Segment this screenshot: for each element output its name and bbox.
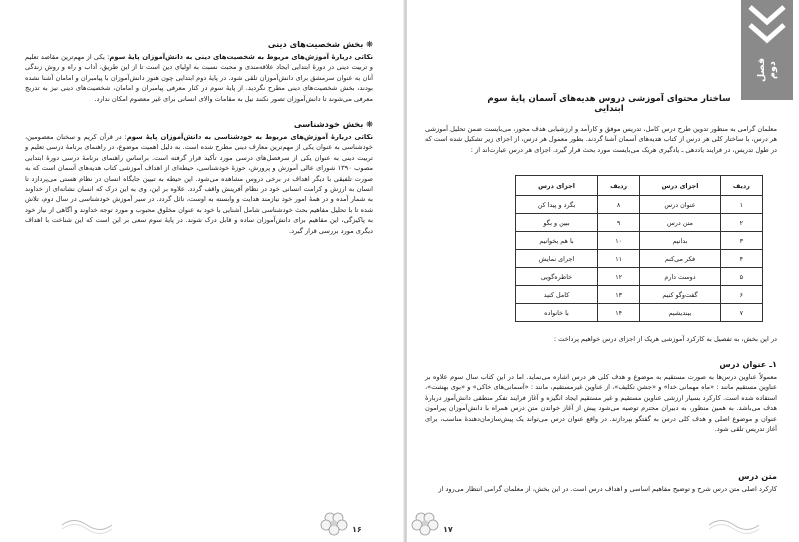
intro-paragraph: معلمان گرامی به منظور تدوین طرح درس کامل، تدریس موفق و کارآمد و ارزشیابی هدف محور، می‌بایست ضمن تحلیل آموزشی هر درس، با ساختار کلی هر درس از کتاب هدیه‌های آسمان آشنا گردند. بطور معمول هر درس، از اجزای زیر تشکیل شده است که در طول تدریس، در فرایند یاددهی ـ یادگیری هریک می‌بایست مورد بحث قرار گیرد. اجزای هر درس عبارت‌اند از : <box>425 125 777 154</box>
chapter-badge <box>741 0 793 100</box>
ornament-left-icon <box>60 514 114 536</box>
table-cell: کامل کنید <box>516 286 598 304</box>
left-page-content <box>25 38 373 236</box>
table-cell: با هم بخوانیم <box>516 232 598 250</box>
paragraph-religious-figures <box>25 52 373 104</box>
table-cell: ۷ <box>720 304 762 322</box>
page-number-right: ۱۷ <box>443 525 453 534</box>
paragraph-lesson-text: کارکرد اصلی متن درس شرح و توضیح مفاهیم اساسی و اهداف درس است. در این بخش، از معلمان گرامی انتظار می‌رود از <box>438 485 777 493</box>
chapter-badge-label: فصل دوم <box>756 57 778 83</box>
subtitle-religious-figures: نکاتی دربارهٔ آموزش‌های مربوط به شخصیت‌های دینی به دانش‌آموزان پایهٔ سوم <box>109 53 373 61</box>
table-cell: ۴ <box>720 250 762 268</box>
table-cell: ۱۲ <box>597 268 639 286</box>
table-row <box>516 286 763 304</box>
table-cell: ۲ <box>720 214 762 232</box>
table-header: ردیف <box>597 176 639 196</box>
right-page <box>407 0 799 542</box>
table-cell: ببین و بگو <box>516 214 598 232</box>
ornament-right-icon <box>707 514 761 536</box>
table-row <box>516 250 763 268</box>
table-cell: ۳ <box>720 232 762 250</box>
table-cell: اجرای نمایش <box>516 250 598 268</box>
table-cell: فکر می‌کنم <box>640 250 720 268</box>
table-row <box>516 214 763 232</box>
section-title-lesson-text: متن درس <box>738 471 777 481</box>
table-row <box>516 268 763 286</box>
table-header: ردیف <box>720 176 762 196</box>
table-cell: بیندیشیم <box>640 304 720 322</box>
table-cell: ۱ <box>720 196 762 214</box>
table-cell: متن درس <box>640 214 720 232</box>
table-row <box>516 304 763 322</box>
section-lesson-text <box>425 470 777 494</box>
table-row <box>516 232 763 250</box>
chapter-heading: ساختار محتوای آموزشی دروس هدیه‌های آسمان پایهٔ سوم ابتدایی <box>487 94 731 114</box>
table-cell: ۶ <box>720 286 762 304</box>
table-cell: ۵ <box>720 268 762 286</box>
flower-right-icon <box>409 510 441 538</box>
paragraph-self-knowledge <box>25 132 373 236</box>
flower-left-icon <box>318 510 350 538</box>
table-cell: خاطره‌گویی <box>516 268 598 286</box>
section-title-lesson-title: ۱ـ عنوان درس <box>719 359 777 369</box>
body-self-knowledge: : در قرآن کریم و سخنان معصومین، خودشناسی به عنوان یکی از مهم‌ترین معارف دینی مطرح شده است. به دلیل اهمیت موضوع، در راهنمای برنامهٔ درسی تعلیم و تربیت دینی به عنوان یکی از سرفصل‌های درسی مورد تأکید قرار گرفته است. براساس راهنمای برنامهٔ درسی دورهٔ ابتدایی مصوب ۱۳۹۰ شورای عالی آموزش و پرورش، حوزهٔ خودشناسی، حیطه‌ای از اهداف آموزشی کتاب هدیه‌های آسمان است که به صورت تلفیقی با دیگر اهداف در برخی دروس مشاهده می‌شود. این حیطه به تبیین جایگاه انسان در نظام هستی می‌پردازد تا انسان به ارزش و کرامت انسانی خود در نظام آفرینش واقف گردد. علاوه بر این، وی به این درک که انسان نشانه‌ای از خداوند به شمار آمده و در همهٔ امور خود نیازمند هدایت و وابسته به اوست، نائل گردد. در سیر آموزش خودشناسی در سال دوم، تلاش شده تا با تحلیل مفاهیم بحث خودشناسی شامل آشنایی با خود به عنوان مخلوق محبوب و مورد توجه خداوند و آگاهی از نیاز خود به پاکیزگی، این مفاهیم برای دانش‌آموزان ساده و قابل درک شوند. در پایهٔ سوم سعی بر این است که این شناخت با اهداف دیگری مورد بررسی قرار گیرد. <box>25 133 373 235</box>
table-cell: ۸ <box>597 196 639 214</box>
chevron-down-icon <box>747 22 787 44</box>
table-cell: با خانواده <box>516 304 598 322</box>
table-cell: بدانیم <box>640 232 720 250</box>
lesson-components-table <box>515 175 763 322</box>
section-title-religious-figures: ❋ بخش شخصیت‌های دینی <box>267 39 373 49</box>
subtitle-self-knowledge: نکاتی دربارهٔ آموزش‌های مربوط به خودشناسی به دانش‌آموزان پایهٔ سوم <box>126 133 373 142</box>
table-cell: ۱۰ <box>597 232 639 250</box>
table-header: اجزای درس <box>640 176 720 196</box>
table-header: اجزای درس <box>516 176 598 196</box>
table-cell: بگرد و پیدا کن <box>516 196 598 214</box>
body-religious-figures: : یکی از مهم‌ترین مقاصد تعلیم و تربیت دینی در دورهٔ ابتدایی ایجاد علاقه‌مندی و محبت نسبت به اولیای دین است تا از این طریق، آداب و راه و روش زندگی آنان به عنوان سرمشق برای دانش‌آموزان تلقی شود. در پایهٔ دوم ابتدایی چون هنوز دانش‌آموزان با پیامبران و امامان آشنا نشده بودند، بخش شخصیت‌های دینی مطرح نگردید. از پایهٔ سوم در کنار معرفی پیامبران و امامان، شخصیت‌های دینی نیز به تدریج معرفی می‌شوند تا دانش‌آموزان تصور نکنند نیل به مقامات والای انسانی برای غیر معصوم امکان ندارد. <box>25 53 373 103</box>
table-cell: ۹ <box>597 214 639 232</box>
table-cell: ۱۴ <box>597 304 639 322</box>
page-number-left: ۱۶ <box>352 525 362 534</box>
table-cell: عنوان درس <box>640 196 720 214</box>
after-table-text: در این بخش، به تفصیل به کارکرد آموزشی هریک از اجزای درس خواهیم پرداخت : <box>553 335 777 343</box>
table-cell: گفت‌وگو کنیم <box>640 286 720 304</box>
section-title-self-knowledge: ❋ بخش خودشناسی <box>293 119 373 130</box>
paragraph-lesson-title: معمولاً عناوین درس‌ها به صورت مستقیم به موضوع و هدف کلی هر درس اشاره می‌نماید. اما در این کتاب سال سوم علاوه بر عناوین مستقیم مانند : «ماه مهمانی خدا» و «جشن تکلیف»، از عناوین غیرمستقیم، مانند : «آسمانی‌های خاکی» و «بوی بهشت»، استفاده شده است. کارکرد بسیار ارزشی عناوین مستقیم و غیر مستقیم ایجاد انگیزه و آغاز فرایند تفکر منطقی دانش‌آموز دربارهٔ هدف می‌باشد. به همین منظور، به دبیران محترم توصیه می‌شود پیش از آغاز خواندن متن درس همراه با دانش‌آموزان پیرامون عنوان و موضوع اصلی و هدف کلی درس به گفتگو بپردازند. در واقع عنوان درس می‌تواند یک پیش‌سازمان‌دهندهٔ مناسب، برای آغاز تدریس تلقی شود. <box>425 373 777 434</box>
table-header-row <box>516 176 763 196</box>
section-lesson-title <box>425 358 777 434</box>
table-row <box>516 196 763 214</box>
table-cell: دوست دارم <box>640 268 720 286</box>
table-cell: ۱۱ <box>597 250 639 268</box>
table-cell: ۱۳ <box>597 286 639 304</box>
